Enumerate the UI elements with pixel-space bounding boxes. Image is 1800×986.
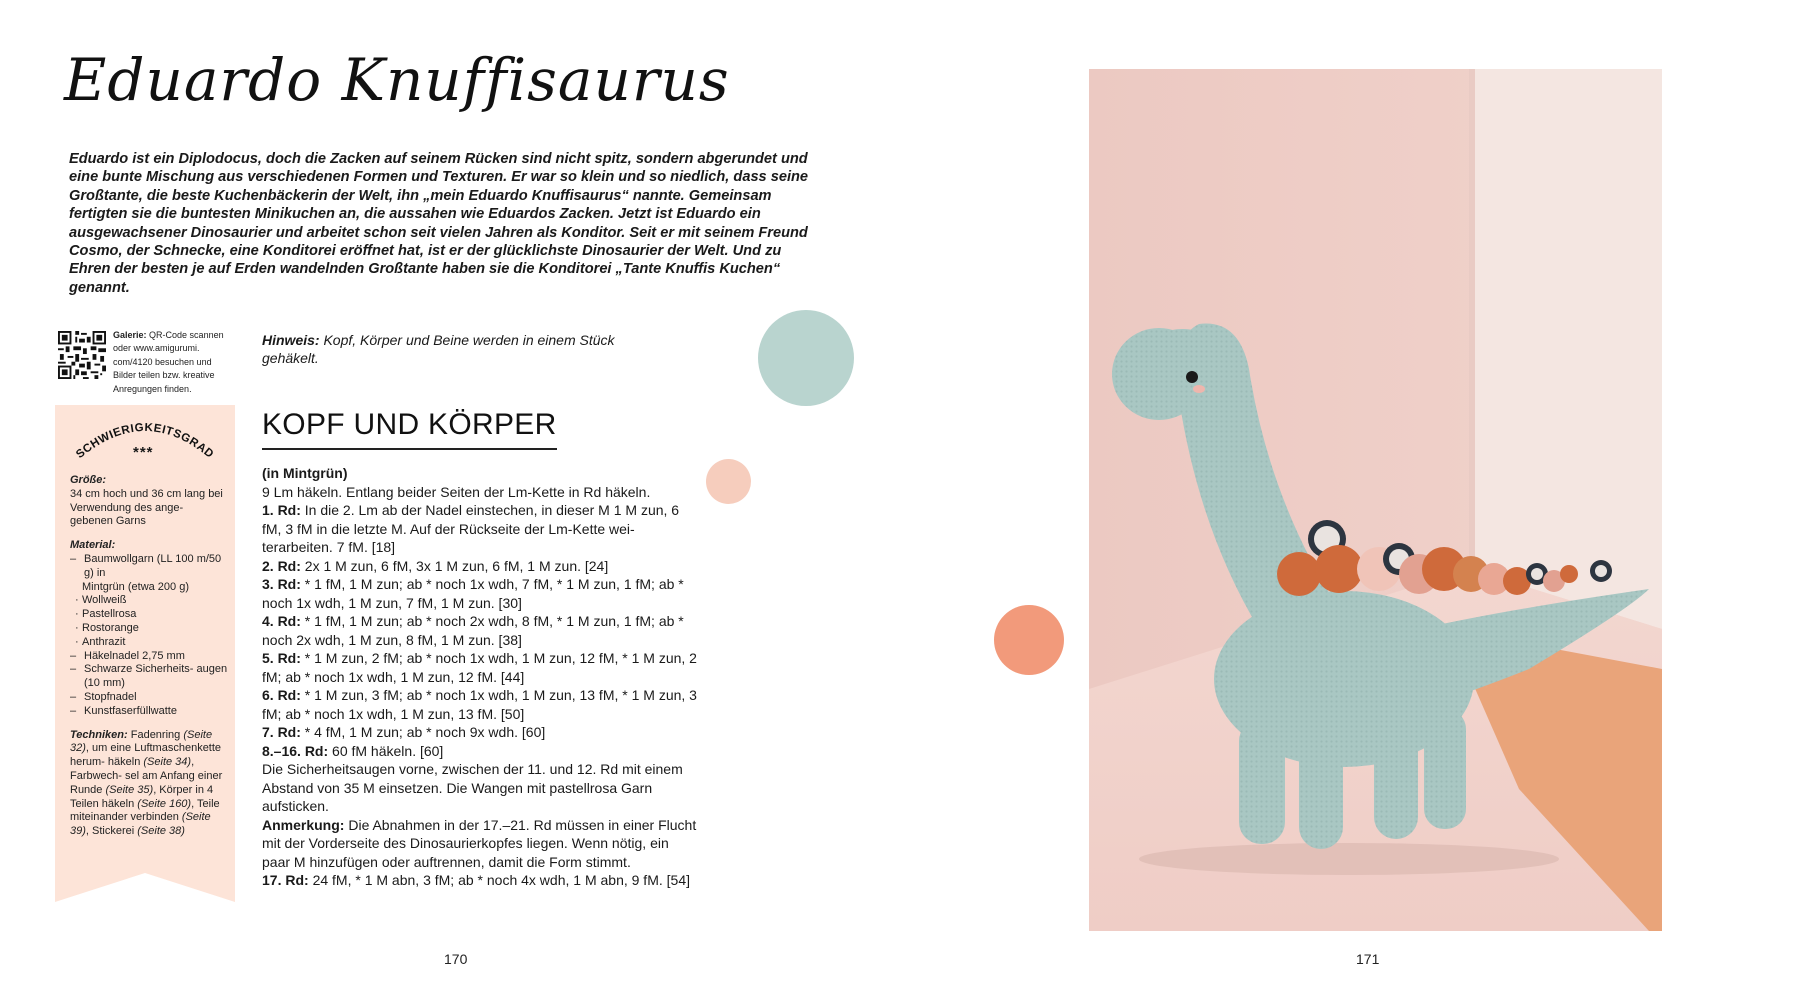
instruction-line: 2. Rd: 2x 1 M zun, 6 fM, 3x 1 M zun, 6 fM, 1 M zun. [24]	[262, 557, 609, 574]
instruction-line: Anmerkung: Die Abnahmen in der 17.–21. Rd müssen in einer Flucht mit der Vorderseite des Dinosaurierkopfes liegen. Wenn nötig, ein paar M hinzufügen oder auftrennen, damit die Form stimmt.	[262, 816, 697, 870]
instruction-line: 8.–16. Rd: 60 fM häkeln. [60]	[262, 742, 444, 759]
instruction-line: 1. Rd: In die 2. Lm ab der Nadel einstechen, in dieser M 1 M zun, 6 fM, 3 fM in die letzte M. Auf der Rückseite der Lm-Kette wei- terarbeiten. 7 fM. [18]	[262, 502, 680, 555]
instruction-line: 6. Rd: * 1 M zun, 3 fM; ab * noch 1x wdh, 1 M zun, 13 fM, * 1 M zun, 3 fM; ab * noch 1x wdh, 1 M zun, 13 fM. [50]	[262, 687, 697, 722]
difficulty-label: SCHWIERIGKEITSGRAD	[74, 421, 216, 462]
techniques-text: , Stickerei	[85, 825, 135, 838]
techniques-ref: (Seite 32)	[70, 728, 213, 755]
instruction-line: 3. Rd: * 1 fM, 1 M zun; ab * noch 1x wdh, 7 fM, * 1 M zun, 1 fM; ab * noch 1x wdh, 1 M zun, 7 fM, 1 M zun. [30]	[262, 576, 684, 611]
size-group	[70, 474, 228, 529]
gallery-note	[113, 329, 231, 396]
qr-code-icon[interactable]	[58, 331, 106, 379]
material-item: – Häkelnadel 2,75 mm	[70, 650, 228, 664]
instruction-line: 7. Rd: * 4 fM, 1 M zun; ab * noch 9x wdh. [60]	[262, 724, 546, 740]
gallery-text: QR-Code scannen oder www.amigurumi. com/4120 besuchen und Bilder teilen bzw. kreative Anregungen finden.	[113, 330, 224, 394]
techniques-text: , um eine Luftmaschenkette herum- häkeln	[70, 742, 222, 769]
material-item: Mintgrün (etwa 200 g)	[82, 580, 189, 593]
instruction-line: (in Mintgrün)	[262, 465, 348, 481]
pattern-instructions	[262, 464, 700, 890]
techniques-text: Fadenring	[130, 728, 181, 741]
techniques-ref: (Seite 39)	[70, 811, 211, 838]
page-number-right: 171	[1356, 951, 1380, 967]
instruction-line: 4. Rd: * 1 fM, 1 M zun; ab * noch 2x wdh, 8 fM, * 1 M zun, 1 fM; ab * noch 2x wdh, 1 M zun, 8 fM, 1 M zun. [38]	[262, 613, 684, 648]
instruction-line: 17. Rd: 24 fM, * 1 M abn, 3 fM; ab * noch 4x wdh, 1 M abn, 9 fM. [54]	[262, 872, 690, 888]
size-label: Größe:	[70, 474, 107, 486]
instruction-line: 5. Rd: * 1 M zun, 2 fM; ab * noch 1x wdh, 1 M zun, 12 fM, * 1 M zun, 2 fM; ab * noch 1x wdh, 1 M zun, 12 fM. [44]	[262, 650, 697, 685]
gallery-label: Galerie:	[113, 330, 147, 340]
techniques-text: , Farbwech- sel am Anfang einer Runde	[70, 756, 223, 796]
decor-circle-mint	[758, 310, 854, 406]
recipe-title: Eduardo Knuffisaurus	[64, 46, 730, 114]
intro-paragraph: Eduardo ist ein Diplodocus, doch die Zacken auf seinem Rücken sind nicht spitz, sondern abgerundet und eine bunte Mischung aus verschiedenen Formen und Texturen. Er war so klein und so niedlich, dass seine Großtante, die beste Kuchenbäckerin der Welt, ihn „mein Eduardo Knuffisaurus“ nannte. Gemeinsam fertigten sie die buntesten Minikuchen an, die aussahen wie Eduardos Zacken. Jetzt ist Eduardo ein ausgewachsener Dinosaurier und arbeitet schon seit vielen Jahren als Konditor. Seit er mit seinem Freund Cosmo, der Schnecke, eine Konditorei eröffnet hat, ist er der glücklichste Dinosaurier der Welt. Und zu Ehren der besten je auf Erden wandelnden Großtante haben sie die Konditorei „Tante Knuffis Kuchen“ genannt.	[69, 151, 809, 296]
hint-label: Hinweis:	[262, 332, 320, 348]
techniques-ref: (Seite 160)	[137, 797, 192, 810]
techniques-ref: (Seite 34)	[143, 756, 192, 769]
material-label: Material:	[70, 539, 116, 552]
difficulty-stars: ***	[133, 444, 154, 461]
techniques-ref: (Seite 35)	[105, 783, 154, 796]
hint-text: Kopf, Körper und Beine werden in einem Stück gehäkelt.	[262, 332, 615, 366]
material-item: · Rostorange	[70, 622, 228, 636]
material-item: – Kunstfaserfüllwatte	[70, 705, 228, 719]
section-heading: KOPF UND KÖRPER	[262, 408, 557, 450]
material-group	[70, 539, 228, 718]
material-item: – Stopfnadel	[70, 691, 228, 705]
materials-panel	[70, 474, 228, 849]
page-number-left: 170	[444, 951, 468, 967]
techniques-text: , Teile miteinander verbinden	[70, 797, 220, 824]
material-item: · Pastellrosa	[70, 608, 228, 622]
decor-circle-coral	[994, 605, 1064, 675]
material-list	[70, 553, 228, 719]
techniques-label: Techniken:	[70, 728, 128, 741]
material-item: · Wollweiß	[70, 594, 228, 608]
dinosaur-photo	[1089, 69, 1662, 931]
instruction-line: Die Sicherheitsaugen vorne, zwischen der 11. und 12. Rd mit einem Abstand von 35 M einsetzen. Die Wangen mit pastellrosa Garn aufsticken.	[262, 761, 683, 814]
instruction-line: 9 Lm häkeln. Entlang beider Seiten der Lm-Kette in Rd häkeln.	[262, 483, 651, 500]
size-text: 34 cm hoch und 36 cm lang bei Verwendung des ange- gebenen Garns	[70, 487, 223, 528]
techniques-ref: (Seite 38)	[137, 825, 185, 838]
techniques-text: , Körper in 4 Teilen häkeln	[70, 783, 214, 810]
material-item: · Anthrazit	[70, 636, 228, 650]
material-item: – Schwarze Sicherheits- augen (10 mm)	[70, 663, 228, 691]
material-item: – Baumwollgarn (LL 100 m/50 g) in	[70, 553, 228, 581]
techniques-group	[70, 729, 228, 839]
hint-note	[262, 331, 662, 367]
decor-circle-peach	[706, 459, 751, 504]
